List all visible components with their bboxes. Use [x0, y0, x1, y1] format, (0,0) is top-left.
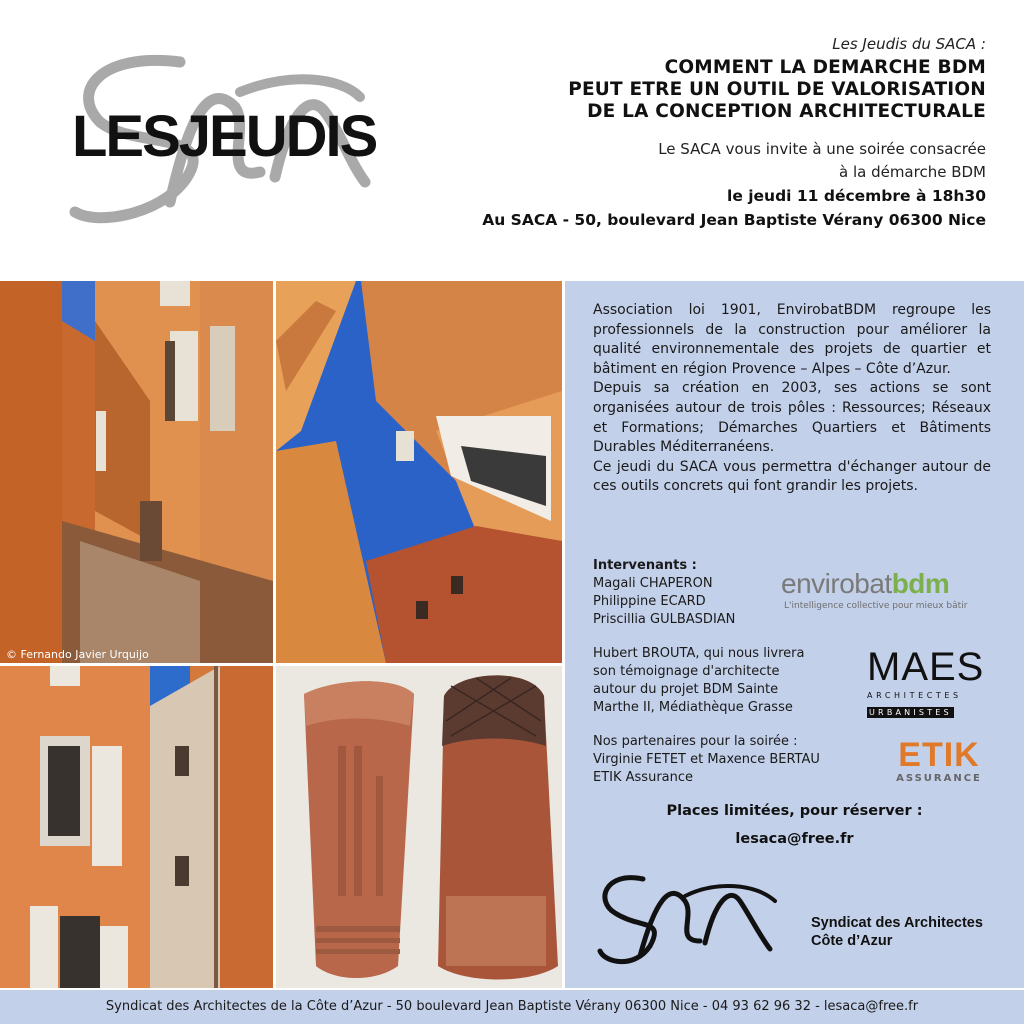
envirobat-logo-name — [781, 569, 991, 599]
photo-shuttered-windows — [0, 666, 273, 988]
series-name: Les Jeudis du SACA : — [832, 35, 986, 53]
booking — [565, 803, 1024, 847]
etik-assurance-logo — [887, 737, 991, 789]
photo-credit: © Fernando Javier Urquijo — [6, 648, 149, 661]
photo-ochre-alley — [0, 281, 273, 663]
event-heading — [386, 34, 986, 232]
organization-line: Côte d’Azur — [811, 933, 893, 949]
architect-testimony — [593, 645, 833, 717]
footer: Syndicat des Architectes de la Côte d’Azur - 50 boulevard Jean Baptiste Vérany 06300 Nice - 04 93 62 96 32 - lesaca@free.fr — [0, 990, 1024, 1024]
etik-logo-sub: ASSURANCE — [896, 773, 982, 784]
about-paragraph: Depuis sa création en 2003, ses actions se sont organisées autour de trois pôles : Ressources; Réseaux et Formations; Démarches Quartiers et Bâtiments Durables Méditerranéens. — [593, 380, 991, 456]
organization-line: Syndicat des Architectes — [811, 915, 983, 931]
envirobat-logo-part: bdm — [891, 568, 950, 599]
event-title — [386, 57, 986, 123]
envirobat-tagline: L'intelligence collective pour mieux bâtir — [784, 601, 968, 611]
speaker-name: Magali CHAPERON — [593, 576, 713, 591]
partners-line: Nos partenaires pour la soirée : — [593, 734, 798, 749]
event-venue: Au SACA - 50, boulevard Jean Baptiste Vérany 06300 Nice — [482, 211, 986, 229]
title-line: PEUT ETRE UN OUTIL DE VALORISATION — [568, 79, 986, 100]
maes-logo-line: ARCHITECTES — [867, 691, 962, 700]
photo-roof-tiles — [276, 666, 562, 988]
logo-wordmark: LESJEUDIS — [72, 104, 377, 169]
header — [0, 0, 1024, 280]
organization-name — [811, 914, 983, 950]
invite-line: à la démarche BDM — [838, 163, 986, 181]
partners — [593, 733, 853, 787]
saca-logo — [595, 871, 785, 971]
event-date: le jeudi 11 décembre à 18h30 — [727, 187, 986, 205]
les-jeudis-logo — [60, 52, 400, 242]
partners-line: Virginie FETET et Maxence BERTAU — [593, 752, 820, 767]
invite-line: Le SACA vous invite à une soirée consacrée — [658, 140, 986, 158]
envirobat-logo-part: envirobat — [781, 568, 892, 599]
booking-email-link[interactable]: lesaca@free.fr — [735, 831, 854, 847]
title-line: DE LA CONCEPTION ARCHITECTURALE — [587, 101, 986, 122]
speakers-heading: Intervenants : — [593, 558, 697, 573]
saca-signature-mark — [595, 871, 785, 971]
etik-logo-name: ETIK — [898, 736, 980, 774]
about-text — [593, 301, 991, 497]
architect-line: Marthe II, Médiathèque Grasse — [593, 700, 793, 715]
architect-line: autour du projet BDM Sainte — [593, 682, 779, 697]
maes-logo — [867, 645, 993, 717]
booking-label: Places limitées, pour réserver : — [666, 803, 923, 819]
maes-logo-line: URBANISTES — [869, 708, 952, 717]
title-line: COMMENT LA DEMARCHE BDM — [664, 57, 986, 78]
about-paragraph: Ce jeudi du SACA vous permettra d'échanger autour de ces outils concrets qui font grandir les projets. — [593, 458, 991, 495]
photo-blue-sky-facades — [276, 281, 562, 663]
info-panel — [565, 281, 1024, 988]
speaker-name: Philippine ECARD — [593, 594, 706, 609]
envirobat-bdm-logo — [781, 569, 991, 619]
architect-line: Hubert BROUTA, qui nous livrera — [593, 646, 805, 661]
invitation — [386, 138, 986, 232]
architect-line: son témoignage d'architecte — [593, 664, 780, 679]
about-paragraph: Association loi 1901, EnvirobatBDM regroupe les professionnels de la construction pour améliorer la qualité environnementale des projets de quartier et bâtiment en région Provence – Alpes – Côte d’Azur. — [593, 302, 991, 377]
maes-logo-name: MAES — [867, 645, 985, 689]
partners-line: ETIK Assurance — [593, 770, 694, 785]
speaker-name: Priscillia GULBASDIAN — [593, 612, 736, 627]
